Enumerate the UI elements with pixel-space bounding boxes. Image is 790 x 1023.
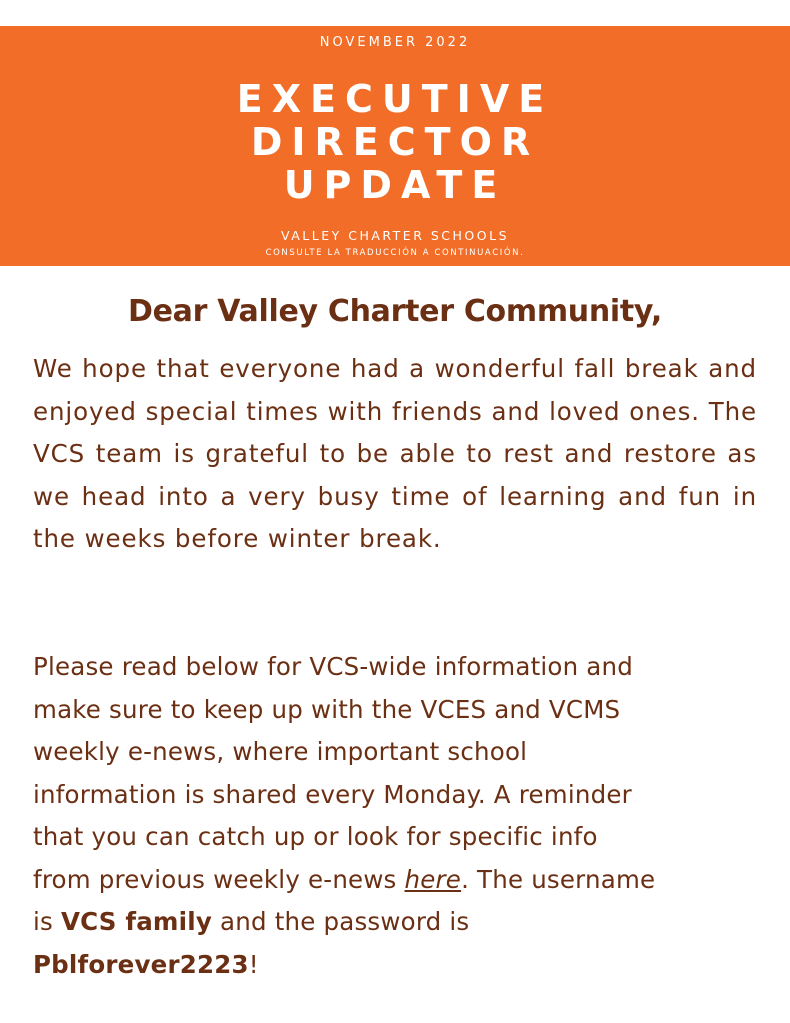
info-line-8 <box>33 944 757 987</box>
issue-date: NOVEMBER 2022 <box>319 35 471 50</box>
info-line-3: weekly e-news, where important school <box>33 737 528 766</box>
username-value: VCS family <box>60 907 213 936</box>
info-line-6 <box>33 859 757 902</box>
info-end-mark: ! <box>248 949 259 979</box>
info-line-5: that you can catch up or look for specific info <box>33 822 598 851</box>
info-line-6-pre: from previous weekly e-news <box>33 864 405 894</box>
password-value: Pblforever2223 <box>33 949 249 979</box>
info-line-2: make sure to keep up with the VCES and VCMS <box>33 694 621 724</box>
letter-greeting: Dear Valley Charter Community, <box>128 294 662 329</box>
newsletter-title <box>0 78 790 207</box>
school-name: VALLEY CHARTER SCHOOLS <box>280 228 510 243</box>
title-line-2: DIRECTOR <box>250 120 540 164</box>
info-line-7-post: and the password is <box>212 907 470 936</box>
enews-archive-link[interactable]: here <box>404 864 462 894</box>
header-banner <box>0 26 790 266</box>
info-line-1: Please read below for VCS-wide information and <box>33 652 633 681</box>
translation-note: CONSULTE LA TRADUCCIÓN A CONTINUACIÓN. <box>265 248 525 258</box>
intro-paragraph: We hope that everyone had a wonderful fall break and enjoyed special times with friends and loved ones. The VCS team is grateful to be able to rest and restore as we head into a very busy time of learning and fun in the weeks before winter break. <box>33 354 757 553</box>
info-line-4: information is shared every Monday. A reminder <box>33 779 632 809</box>
info-line-6-post: . The username <box>461 864 656 894</box>
info-paragraph <box>33 646 757 986</box>
info-line-7-pre: is <box>33 907 61 936</box>
title-line-3: UPDATE <box>283 163 507 207</box>
title-line-1: EXECUTIVE <box>236 77 554 121</box>
info-line-7 <box>33 901 757 944</box>
